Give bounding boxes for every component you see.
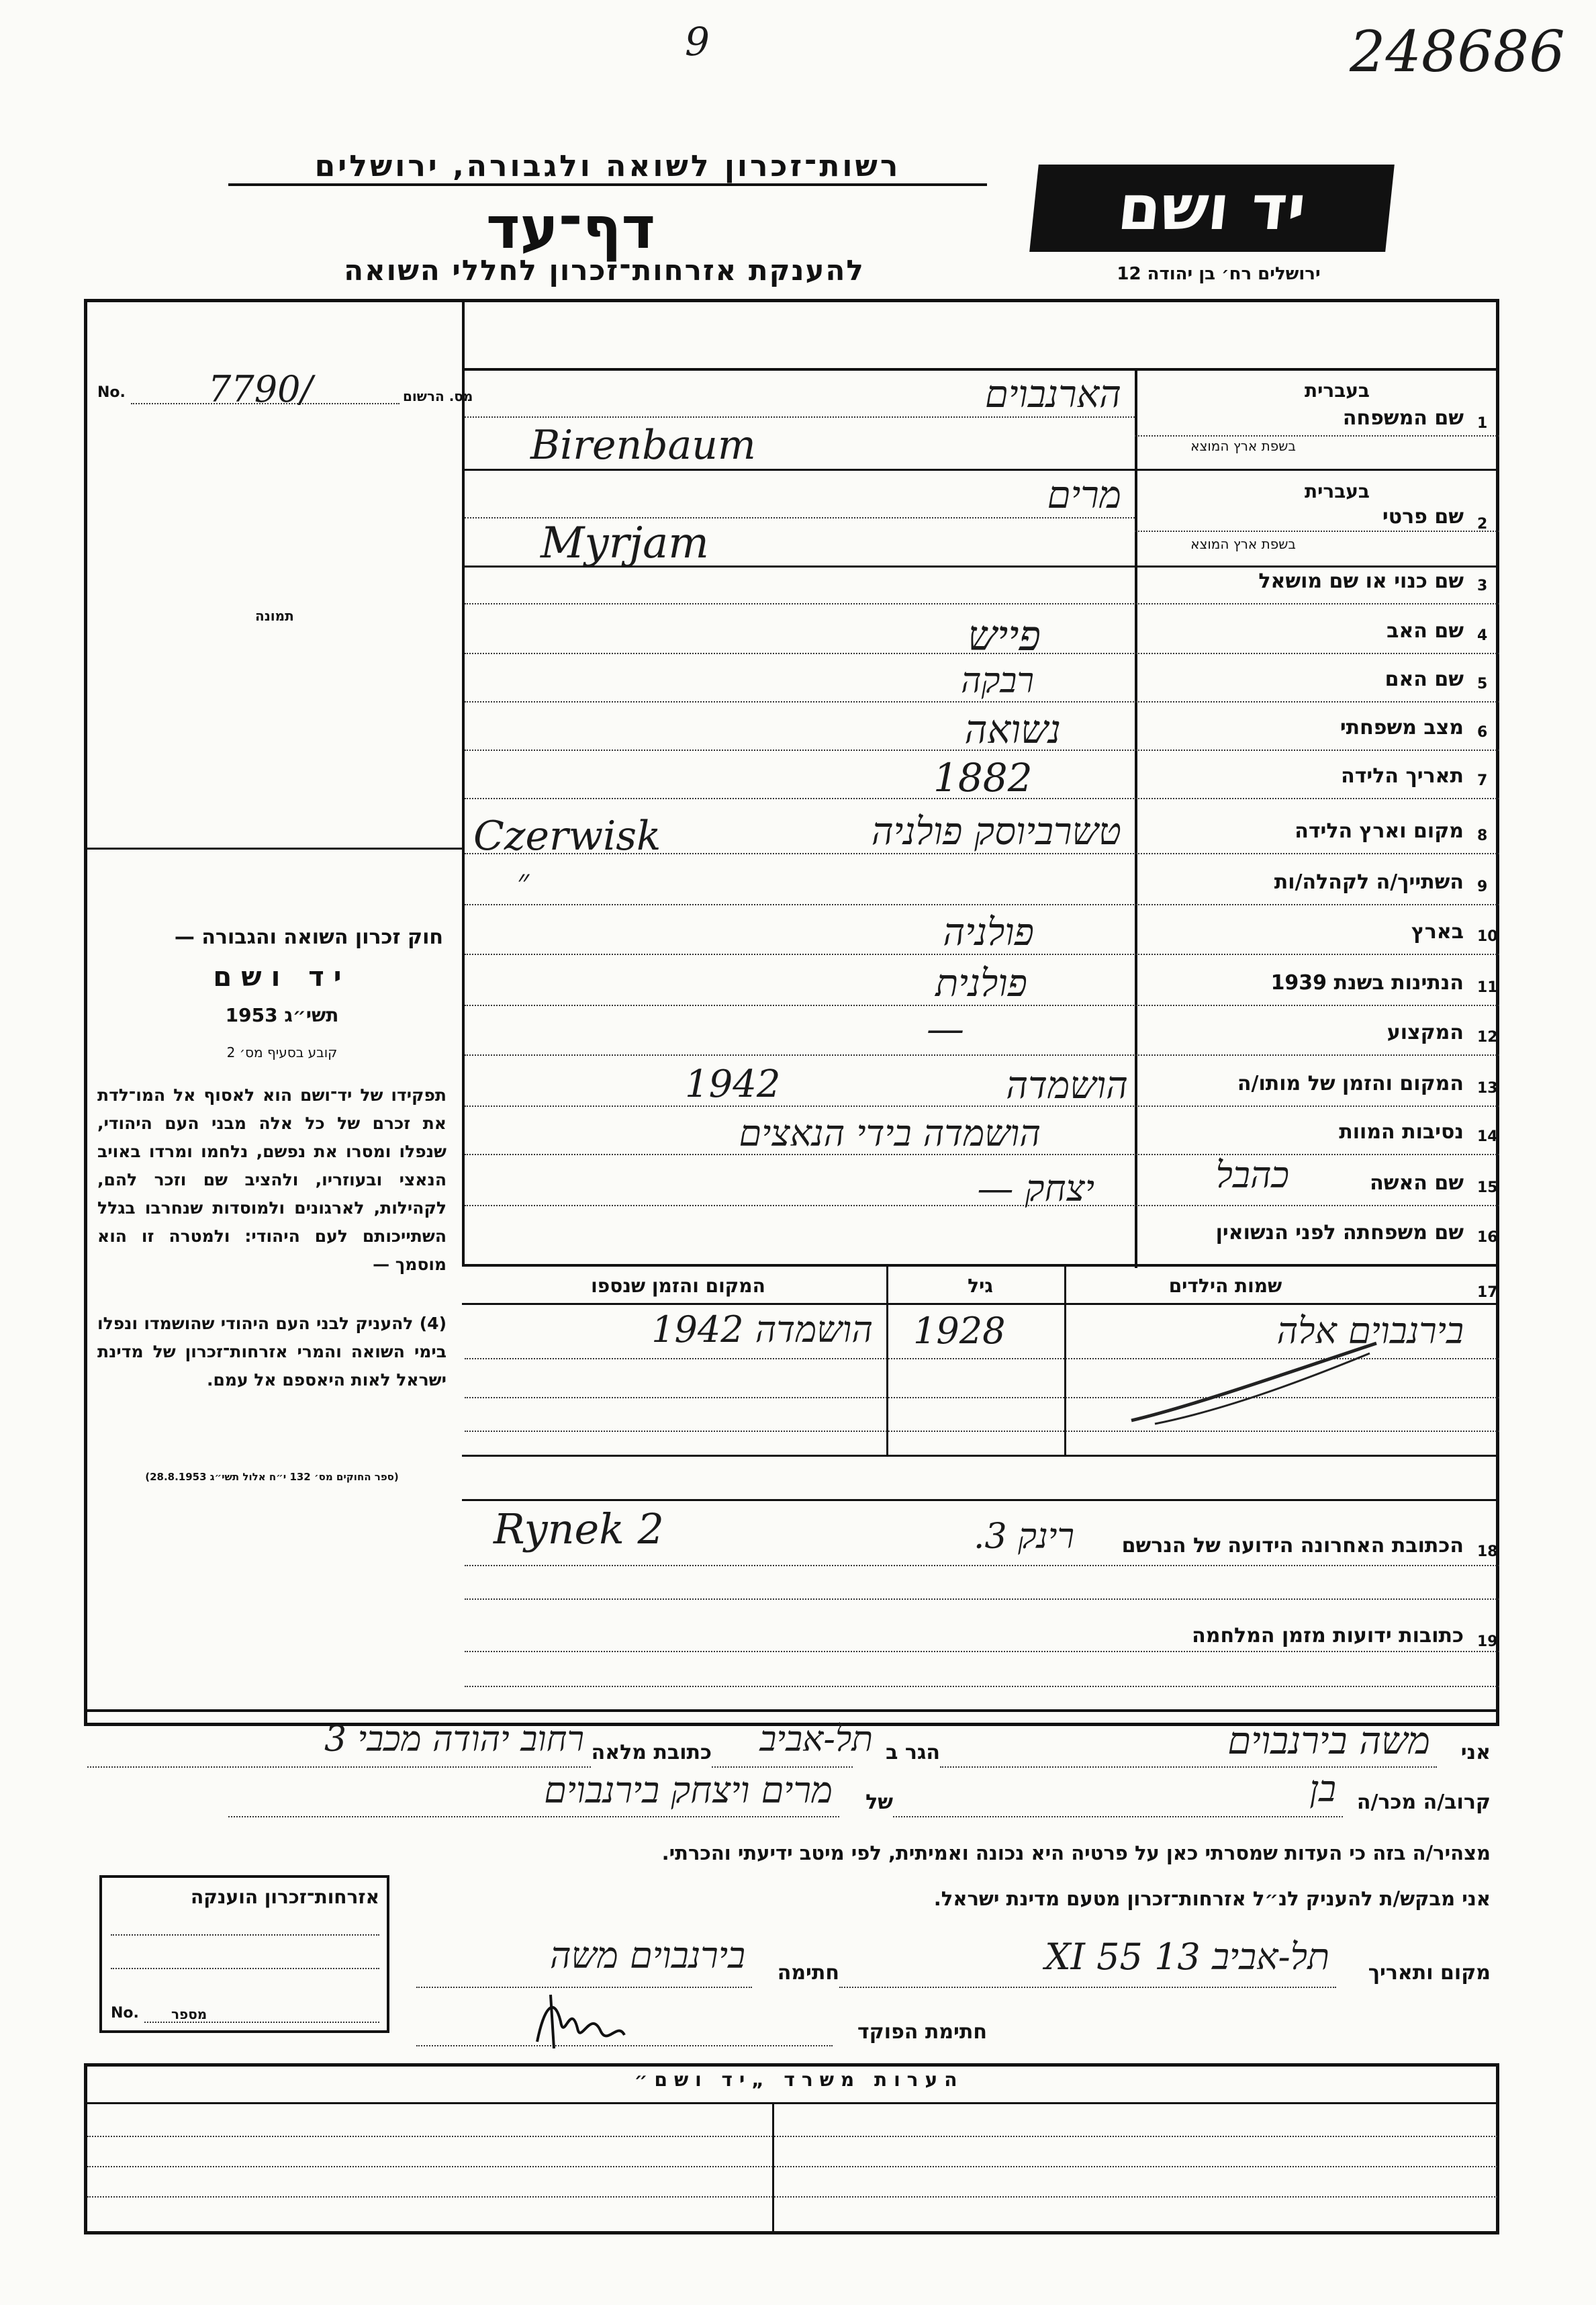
children-header-names: שמות הילדים [1168,1275,1282,1297]
children-col-divider [1064,1264,1066,1455]
field-2-rule [1135,531,1499,532]
law-name: יד ושם [213,962,351,993]
child-name: בירנבוים אלה [1276,1310,1464,1352]
child-place-time: הושמדה 1942 [651,1308,873,1351]
place-date-line [839,1987,1336,1988]
law-reference: (ספר החוקים מס׳ 132 י״ח אלול תשי״ג 28.8.1953) [145,1471,399,1483]
field-5-number: 5 [1477,676,1488,692]
field-3-line [465,603,1499,604]
signature-value: בירנבוים משה [549,1934,745,1977]
place-date-label: מקום ותאריך [1368,1961,1491,1985]
field-13-number: 13 [1477,1080,1498,1097]
relation-line [893,1816,1343,1817]
request-text: אני מבקש/ת להעניק לנ״ל אזרחות־זכרון מטעם מדינת ישראל. [933,1887,1491,1910]
row-line [462,469,1499,471]
field-9-value: ״ [517,862,530,900]
remarks-line [87,2196,1497,2198]
field-8-label: מקום וארץ הלידה [1295,819,1464,843]
reg-no-value: 7790/ [208,368,313,410]
field-15-label: שם האשה [1370,1171,1464,1195]
declarant-full-address: רחוב יהודה מכבי 3 [324,1719,584,1760]
award-box-line [111,1934,379,1936]
field-2-hebrew-tag: בעברית [1304,480,1370,502]
field-11-label: הנתינות בשנת 1939 [1270,971,1464,995]
law-year: תשי״ג 1953 [225,1004,339,1026]
field-10-label: בארץ [1411,920,1464,944]
reg-no-label: מס. הרשום [403,388,473,404]
field-1-label: שם המשפחה [1342,406,1464,430]
field-2-number: 2 [1477,516,1488,533]
field-9-number: 9 [1477,878,1488,895]
address-19-line2 [465,1686,1499,1687]
field-11-value: פולנית [935,962,1027,1005]
award-box-title: אזרחות־זכרון הוענקה [191,1886,379,1908]
field-6-number: 6 [1477,724,1488,741]
of-line [228,1816,839,1817]
field-9-label: השתייך/ה לקהלה/ות [1274,870,1464,894]
field-7-label: תאריך הלידה [1341,764,1464,788]
children-header-line [462,1303,1499,1305]
remarks-line [87,2136,1497,2137]
photo-box-bottom [84,848,463,850]
signature-label: חתימה [777,1961,839,1985]
field-2-value-original: Myrjam [541,518,709,568]
label-column-divider [1135,368,1137,1268]
address-18-line2 [465,1598,1499,1600]
strike-through-mark [1128,1337,1383,1431]
field-4-label: שם האב [1387,619,1464,643]
children-bottom-line [462,1455,1499,1457]
child-age: 1928 [913,1310,1006,1352]
declarant-name: משה בירנבוים [1227,1719,1430,1763]
field-11-number: 11 [1477,979,1498,996]
address-19-number: 19 [1477,1633,1498,1650]
award-box-line [111,1968,379,1969]
left-column-divider [462,299,465,1266]
field-8-value-latin: Czerwisk [473,813,661,860]
field-16-number: 16 [1477,1229,1498,1246]
award-box-no-line [144,2022,379,2023]
field-8-number: 8 [1477,827,1488,844]
award-box-no-label: מספר [171,2006,207,2022]
law-text: תפקידו של יד־ושם הוא לאסוף אל המו־לדת את זכרם של כל אלה מבני העם היהודי, שנפלו ומסרו את נפשם, נלחמו ומרדו באויב הנאצי ובעוזריו, ולהציב שם וזכר להם, לקהילות, לארגונים ולמוסדות שנחרבו בגלל השתייכותם לעם היהודי: ולמטרה זו הוא מוסמך — [97,1085,447,1274]
field-15-number: 15 [1477,1179,1498,1196]
declarant-city: תל-אביב [759,1719,873,1760]
field-1-hebrew-tag: בעברית [1304,379,1370,402]
field-5-label: שם האם [1384,668,1464,691]
field-2-label: שם פרטי [1382,505,1464,529]
children-top-line [462,1264,1499,1267]
field-14-label: נסיבות המוות [1339,1120,1464,1144]
field-1-orig-tag: בשפת ארץ המוצא [1190,438,1296,454]
field-10-number: 10 [1477,928,1498,945]
officer-signature-label: חתימת הפוקד [857,2020,987,2044]
field-1-number: 1 [1477,415,1488,432]
field-12-line [465,1054,1499,1056]
field-1-value-original: Birenbaum [530,422,756,469]
reg-no-prefix: No. [97,384,126,401]
address-18-value: Rynek 2 [494,1504,664,1553]
top-page-number: 9 [685,19,710,64]
logo-address: ירושלים רח׳ בן יהודה 12 [1117,264,1321,284]
field-2-value-hebrew: מרים [1047,473,1121,517]
address-top-line [462,1499,1499,1501]
remarks-divider [772,2102,774,2233]
declaration-text: מצהיר/ה בזה כי העדות שמסרתי כאן על פרטיה היא נכונה ואמיתית, לפי מיטב ידיעתי והכרתי. [661,1842,1491,1864]
declarant-ani: אני [1460,1741,1491,1764]
field-12-number: 12 [1477,1029,1498,1046]
field-3-label: שם כנוי או שם מושאל [1258,570,1464,593]
remarks-title-line [84,2102,1499,2104]
children-row-line [465,1431,1499,1432]
of-label: של [865,1791,893,1814]
field-1-line-a [465,416,1135,418]
remarks-line [87,2166,1497,2167]
field-1-value-hebrew: הארנבוים [984,373,1121,416]
children-number: 17 [1477,1284,1498,1301]
declarant-full-address-label: כתובת מלאה [591,1741,712,1764]
law-text-clause4: (4) להעניק לבני העם היהודי שהושמדו ונפלו בימי השואה והמרי אזרחות־זכרון של מדינת ישראל לאות היאספם אל עמם. [97,1314,447,1390]
children-col-divider [886,1264,888,1455]
field-4-number: 4 [1477,627,1488,644]
field-14-number: 14 [1477,1128,1498,1145]
field-1-rule [1135,435,1499,437]
field-8-value: טשרביוסק פולניה [871,810,1121,854]
address-18-line [465,1565,1499,1566]
address-18-value-hebrew: רינק 3. [973,1517,1074,1557]
field-16-label: שם משפחתה לפני הנשואין [1215,1221,1464,1245]
photo-label: תמונה [255,608,294,624]
field-2-orig-tag: בשפת ארץ המוצא [1190,536,1296,552]
declarant-lives-in-label: הגר ב [886,1741,940,1764]
of-value: מרים ויצחק בירנבוים [544,1769,833,1811]
header-row-line [462,368,1499,371]
field-10-value: פולניה [943,911,1034,954]
field-12-value: — [927,1007,964,1051]
place-date-value: תל-אביב 13 XI 55 [1045,1936,1329,1978]
form-title: דף־עד [485,195,656,262]
org-name: רשות־זכרון לשואה ולגבורה, ירושלים [228,149,987,186]
declarant-address-line [87,1766,591,1768]
field-6-value: נשואה [964,707,1061,752]
field-13-year: 1942 [685,1063,781,1106]
field-4-value: פייש [968,611,1041,660]
field-15-value: יצחק — [977,1167,1094,1210]
law-title: חוק זכרון השואה והגבורה — [174,925,443,949]
archive-number: 248686 [1350,19,1565,85]
field-13-label: המקום והזמן של מותו/ה [1237,1072,1464,1095]
address-18-label: הכתובת האחרונה הידועה של הנרשם [1121,1534,1464,1557]
address-19-label: כתובות ידועות מזמן המלחמה [1192,1624,1464,1647]
children-header-place: המקום והזמן שנספו [591,1275,765,1297]
field-12-label: המקצוע [1387,1021,1464,1044]
address-18-number: 18 [1477,1543,1498,1560]
officer-signature-mark [524,1981,631,2055]
field-5-value: רבקה [961,661,1034,701]
field-14-value: הושמדה בידי הנאצים [739,1112,1041,1155]
field-3-number: 3 [1477,578,1488,594]
field-9-line [465,904,1499,905]
field-5-line [465,701,1499,703]
field-15-extra: כהבל [1215,1154,1289,1196]
yad-vashem-logo: יד ושם [1029,165,1395,252]
frame-bottom-line [84,1709,1499,1712]
address-19-line [465,1651,1499,1652]
declarant-city-line [712,1766,853,1768]
field-7-number: 7 [1477,772,1488,789]
award-box-no: No. [111,2005,139,2022]
field-13-value: הושמדה [1006,1064,1128,1108]
law-clause: קובע בסעיף מס׳ 2 [226,1044,338,1060]
relation-value: בן [1309,1768,1336,1810]
remarks-title: הערות משרד „יד ושם״ [634,2069,964,2091]
children-header-age: גיל [968,1275,993,1297]
field-6-label: מצב משפחתי [1340,716,1464,739]
form-subtitle: להענקת אזרחות־זכרון לחללי השואה [344,254,865,287]
field-7-value: 1882 [933,755,1033,801]
relation-label: קרוב/ה מכר/ה [1356,1791,1491,1814]
